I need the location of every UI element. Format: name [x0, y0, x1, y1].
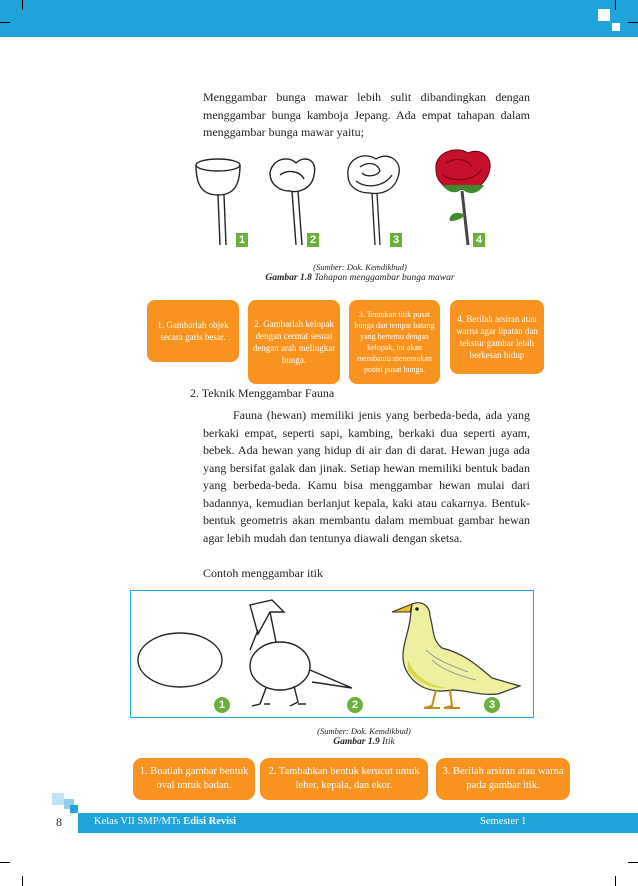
duck-stage-3 — [392, 603, 520, 708]
footer-bar — [78, 813, 638, 833]
edition-label: Edisi Revisi — [183, 816, 237, 827]
duck-step-box: 3. Berilah arsiran atau warna pada gambar itik. — [436, 758, 570, 800]
footer-pixel-decoration — [52, 793, 64, 805]
rose-figure-source: (Sumber: Dok. Kemdikbud) — [313, 262, 407, 272]
rose-stage-1 — [196, 159, 240, 245]
duck-figure-source: (Sumber: Dok. Kemdikbud) — [317, 726, 411, 736]
duck-intro: Contoh menggambar itik — [203, 566, 323, 580]
crop-mark — [22, 876, 23, 886]
rose-step-box: 3. Tentukan titik pusat bunga dan tempat batang yang bertemu dengan kelopak, ini akan membantu menemukan posisi pusat bunga. — [349, 300, 440, 384]
crop-mark — [615, 0, 616, 10]
caption-text: Tahapan menggambar bunga mawar — [314, 273, 455, 283]
duck-stage-2 — [250, 600, 352, 706]
rose-stage-number: 1 — [236, 233, 248, 247]
rose-figure-caption — [230, 273, 490, 283]
semester-label: Semester 1 — [480, 816, 527, 827]
rose-step-box: 2. Gambarlah kelopak dengan cermat sesuai dengan arah melingkar bunga. — [248, 300, 340, 384]
rose-stage-number: 4 — [473, 233, 485, 247]
intro-paragraph: Menggambar bunga mawar lebih sulit dibandingkan dengan menggambar bunga kamboja Jepang. Ada empat tahapan dalam menggambar bunga mawar yaitu; — [203, 90, 530, 139]
rose-stages-illustration — [180, 145, 510, 255]
duck-stage-number: 2 — [347, 697, 363, 713]
rose-step-box: 1. Gambarlah objek secara garis besar. — [147, 300, 239, 362]
crop-mark — [628, 22, 638, 23]
page-number: 8 — [56, 815, 62, 829]
crop-mark — [0, 22, 10, 23]
caption-label: Gambar 1.9 — [333, 737, 380, 747]
duck-stage-number: 1 — [214, 697, 230, 713]
rose-stage-4 — [436, 150, 490, 245]
corner-square-decoration — [612, 23, 620, 31]
corner-square-decoration — [598, 9, 610, 21]
footer-pixel-decoration — [70, 805, 78, 813]
rose-step-box: 4. Berilah arsiran atau warna agar lipatan dan tekstur gambar lebih berkesan hidup — [450, 300, 544, 374]
crop-mark — [0, 862, 10, 863]
duck-stage-number: 3 — [484, 697, 500, 713]
duck-step-box: 1. Buatlah gambar bentuk oval untuk badan. — [133, 758, 255, 800]
crop-mark — [615, 876, 616, 886]
section-heading: 2. Teknik Menggambar Fauna — [190, 386, 335, 400]
caption-label: Gambar 1.8 — [265, 273, 312, 283]
crop-mark — [22, 0, 23, 10]
duck-figure-caption — [264, 737, 464, 747]
duck-stages-illustration — [130, 590, 534, 718]
fauna-paragraph: Fauna (hewan) memiliki jenis yang berbeda-beda, ada yang berkaki empat, seperti sapi, kambing, berkaki dua seperti ayam, bebek. Ada hewan yang hidup di air dan di darat. Hewan juga ada yang bersifat galak dan jinak. Setiap hewan memiliki bentuk badan yang berbeda-beda. Kamu bisa menggambar hewan mulai dari badannya, kemudian berlanjut kepala, kaki atau cakarnya. Bentuk-bentuk geometris akan membantu dalam membuat gambar hewan agar lebih mudah dan tentunya diawali dengan sketsa. — [203, 408, 530, 545]
duck-step-box: 2. Tambahkan bentuk kerucut untuk leher, kepala, dan ekor. — [260, 758, 428, 800]
footer-title — [94, 816, 236, 827]
crop-mark — [628, 862, 638, 863]
top-color-bar — [0, 0, 638, 37]
rose-stage-number: 2 — [307, 233, 319, 247]
duck-stage-1 — [138, 633, 222, 687]
rose-stage-3 — [348, 156, 399, 245]
rose-stage-number: 3 — [390, 233, 402, 247]
book-title: Kelas VII SMP/MTs — [94, 816, 181, 827]
caption-text: Itik — [382, 737, 395, 747]
